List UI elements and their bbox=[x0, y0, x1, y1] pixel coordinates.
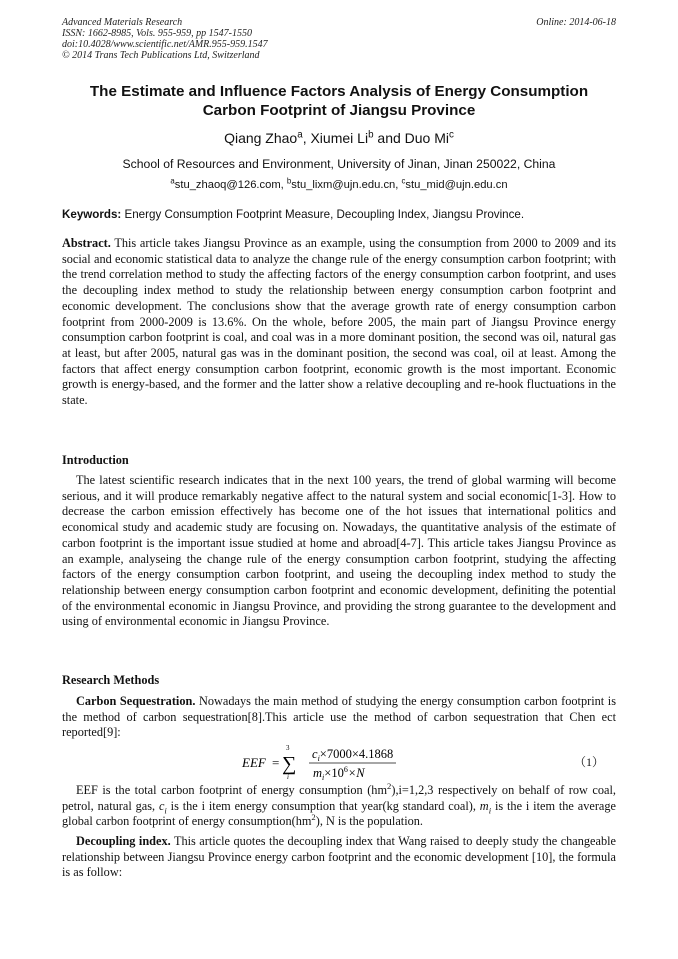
eef-c-sub: i bbox=[164, 805, 167, 816]
eef-text-3: is the i item energy consumption that year(kg standard coal), bbox=[166, 798, 480, 813]
numerator-rest: ×7000×4.1868 bbox=[319, 747, 394, 761]
equation-svg bbox=[62, 745, 616, 781]
doi-line[interactable]: doi:10.4028/www.scientific.net/AMR.955-959.1547 bbox=[62, 39, 268, 50]
author-name: Duo Mi bbox=[404, 130, 450, 146]
keywords bbox=[62, 207, 616, 223]
abstract-label: Abstract. bbox=[62, 236, 111, 250]
eef-sup-1: 2 bbox=[387, 780, 392, 791]
eef-text-2: ),i=1,2,3 respectively on behalf of row coal, petrol, natural gas, bbox=[62, 783, 616, 813]
author-affil-mark: c bbox=[449, 129, 454, 141]
eef-c-var: c bbox=[158, 798, 165, 813]
equation-number: （1） bbox=[573, 755, 604, 769]
equation-1 bbox=[62, 745, 616, 781]
email-address[interactable]: stu_zhaoq@126.com bbox=[174, 179, 281, 191]
denominator-tail: ×N bbox=[347, 766, 365, 780]
carbon-sequestration-paragraph bbox=[62, 694, 616, 741]
intro-paragraph: The latest scientific research indicates that in the next 100 years, the trend of global warming will become serious, and it will produce remarkably negative affect to the natural system and social economic[1-3]. How to decrease the carbon emission effectively has become one of the hot issues that international politics and economical study and academic study are focusing on. Nowadays, the quantitative analysis of the estimate of carbon footprint is the important issue studied at home and abroad[4-7]. This article takes Jiangsu Province as an example, analyseing the change rule of the energy consumption carbon footprint, studying the affecting factors of the energy consumption carbon footprint, and useing the decoupling index method to study the relationship between energy consumption carbon footprint and economic development, definiting the potential of the environmental economic in Jiangsu Province, and providing the strong guarantee to the development and using of environmental economic in Jiangsu Province. bbox=[62, 473, 616, 629]
email-mark: a bbox=[170, 176, 175, 186]
email-address[interactable]: stu_lixm@ujn.edu.cn bbox=[291, 179, 396, 191]
decoupling-index-label: Decoupling index. bbox=[76, 834, 171, 848]
author-name: Qiang Zhao bbox=[224, 130, 298, 146]
eef-sup-2: 2 bbox=[311, 812, 316, 823]
eef-m-var: m bbox=[479, 798, 489, 813]
denominator-exp: 6 bbox=[343, 765, 348, 774]
online-date: Online: 2014-06-18 bbox=[536, 17, 616, 28]
methods-heading: Research Methods bbox=[62, 673, 160, 687]
numerator-var: c bbox=[312, 747, 318, 761]
author-affil-mark: a bbox=[297, 129, 303, 141]
intro-heading: Introduction bbox=[62, 453, 129, 467]
journal-name: Advanced Materials Research bbox=[62, 17, 183, 28]
keywords-text: Energy Consumption Footprint Measure, Decoupling Index, Jiangsu Province. bbox=[121, 208, 525, 221]
journal-header bbox=[62, 17, 268, 61]
author-list bbox=[62, 129, 616, 147]
eef-text-5: ), N is the population. bbox=[315, 814, 423, 829]
abstract-text: This article takes Jiangsu Province as an example, using the consumption from 2000 to 2009 and its social and economic statistical data to analyze the change rule of the energy consumption carbon footprint; with the trend correlation method to study the affecting factors of the energy consumption carbon footprint, and uses the decoupling index method to study the relationship between energy consumption carbon footprint and economic development. The conclusions show that the average growth rate of energy consumption carbon footprint from 2000-2009 is 13.6%. On the whole, before 2005, the main part of Jiangsu Province energy consumption carbon footprint is coal, and coal was in a more dominant position, the second was oil, natural gas at least, but after 2005, natural gas was in the dominant position, the second was coal, oil at least. Among the factors that affect energy consumption carbon footprint, economic growth is the most important. Economic growth is energy-based, and the former and the latter show a relative decoupling and re-hook fluctuations in the state. bbox=[62, 236, 616, 408]
eef-m-sub: i bbox=[488, 805, 492, 816]
sum-sign: ∑ bbox=[282, 753, 297, 775]
keywords-label: Keywords: bbox=[62, 208, 122, 221]
author-separator: and bbox=[373, 130, 405, 146]
decoupling-index-paragraph bbox=[62, 834, 616, 881]
denominator-rest: ×10 bbox=[324, 766, 344, 780]
paper-title bbox=[62, 82, 616, 120]
equation-denominator bbox=[313, 765, 365, 781]
equation-numerator bbox=[312, 747, 393, 763]
carbon-sequestration-text: Nowadays the main method of studying the energy consumption carbon footprint is the method of carbon sequestration[8].This article use the method of carbon sequestration that Chen ect reported[9]: bbox=[62, 694, 616, 740]
abstract bbox=[62, 236, 616, 409]
email-address[interactable]: stu_mid@ujn.edu.cn bbox=[405, 179, 508, 191]
equation-equals: = bbox=[272, 755, 280, 770]
email-mark: b bbox=[286, 176, 292, 186]
email-mark: c bbox=[401, 176, 406, 186]
decoupling-index-text: This article quotes the decoupling index that Wang raised to deeply study the changeable relationship between Jiangsu Province energy carbon footprint and the economic development [10], the formula is as follow: bbox=[62, 834, 616, 880]
eef-definition-paragraph bbox=[62, 780, 616, 830]
email-list: $^a$stu_zhaoq@126.com, $^b$stu_lixm@ujn.edu.cn, $^c$stu_mid@ujn.edu.cn bbox=[170, 176, 508, 191]
denominator-var: m bbox=[313, 766, 323, 780]
author-affil-mark: b bbox=[368, 129, 374, 141]
author-separator: , bbox=[302, 130, 311, 146]
numerator-sub: i bbox=[317, 754, 320, 763]
sum-upper-limit: 3 bbox=[286, 745, 290, 752]
eef-text-1: EEF is the total carbon footprint of energy consumption (hm bbox=[76, 783, 388, 797]
title-line-1: The Estimate and Influence Factors Analysis of Energy Consumption bbox=[89, 83, 589, 100]
issn-line: ISSN: 1662-8985, Vols. 955-959, pp 1547-1550 bbox=[62, 28, 252, 39]
author-name: Xiumei Li bbox=[310, 130, 369, 146]
eef-text-4: is the i item the average global carbon footprint of energy consumption(hm bbox=[62, 798, 616, 829]
copyright-line: © 2014 Trans Tech Publications Ltd, Switzerland bbox=[62, 50, 260, 61]
denominator-sub: i bbox=[322, 773, 325, 781]
title-line-2: Carbon Footprint of Jiangsu Province bbox=[202, 102, 476, 119]
affiliation: School of Resources and Environment, University of Jinan, Jinan 250022, China bbox=[122, 157, 556, 171]
carbon-sequestration-label: Carbon Sequestration. bbox=[76, 694, 196, 708]
sum-lower-limit: i bbox=[287, 773, 289, 781]
equation-lhs: EEF bbox=[242, 755, 266, 770]
